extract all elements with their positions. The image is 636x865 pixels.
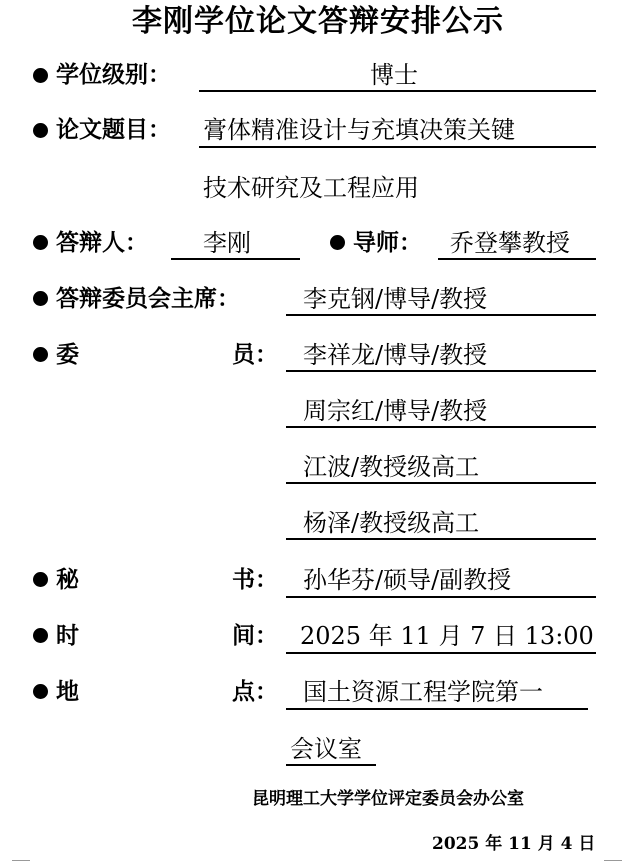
advisor-label: 导师： bbox=[353, 230, 422, 256]
footer-organization: 昆明理工大学学位评定委员会办公室 bbox=[252, 789, 524, 809]
committee-label-b: 员： bbox=[232, 342, 278, 368]
committee-underline-2 bbox=[286, 426, 596, 428]
time-underline bbox=[286, 652, 596, 654]
page-title: 李刚学位论文答辩安排公示 bbox=[132, 4, 504, 39]
bullet-secretary bbox=[33, 572, 48, 587]
defender-value: 李刚 bbox=[203, 229, 251, 257]
footer-date: 2025 年 11 月 4 日 bbox=[432, 834, 596, 854]
degree-label: 学位级别： bbox=[56, 62, 171, 88]
committee-member: 李祥龙/博导/教授 bbox=[303, 341, 488, 369]
committee-member: 杨泽/教授级高工 bbox=[303, 509, 480, 537]
secretary-value: 孙华芬/硕导/副教授 bbox=[303, 566, 512, 594]
bullet-defender bbox=[33, 235, 48, 250]
bullet-chair bbox=[33, 291, 48, 306]
bullet-location bbox=[33, 684, 48, 699]
secretary-label-b: 书： bbox=[232, 567, 278, 593]
secretary-label-a: 秘 bbox=[56, 567, 79, 593]
time-label-a: 时 bbox=[56, 623, 79, 649]
thesis-underline-1 bbox=[199, 146, 596, 148]
chair-label: 答辩委员会主席： bbox=[56, 286, 240, 312]
advisor-value: 乔登攀教授 bbox=[450, 229, 570, 257]
bullet-advisor bbox=[330, 235, 345, 250]
location-line1: 国土资源工程学院第一 bbox=[303, 678, 543, 706]
page-corner-mark-right bbox=[604, 860, 622, 861]
advisor-underline bbox=[438, 258, 596, 260]
degree-value: 博士 bbox=[370, 61, 418, 89]
bullet-committee bbox=[33, 347, 48, 362]
thesis-title-line1: 膏体精准设计与充填决策关键 bbox=[203, 116, 515, 144]
committee-underline-3 bbox=[286, 482, 596, 484]
location-underline-2 bbox=[286, 764, 376, 766]
location-label-a: 地 bbox=[56, 679, 79, 705]
location-line2: 会议室 bbox=[290, 735, 362, 763]
defender-underline bbox=[171, 258, 300, 260]
committee-underline-1 bbox=[286, 370, 596, 372]
bullet-degree bbox=[33, 68, 48, 83]
committee-underline-4 bbox=[286, 538, 596, 540]
thesis-label: 论文题目： bbox=[56, 117, 171, 143]
time-label-b: 间： bbox=[232, 623, 278, 649]
location-label-b: 点： bbox=[232, 679, 278, 705]
bullet-time bbox=[33, 628, 48, 643]
defender-label: 答辩人： bbox=[56, 230, 148, 256]
chair-value: 李克钢/博导/教授 bbox=[303, 285, 488, 313]
chair-underline bbox=[286, 314, 596, 316]
thesis-title-line2: 技术研究及工程应用 bbox=[203, 174, 419, 202]
secretary-underline bbox=[286, 596, 596, 598]
bullet-thesis bbox=[33, 123, 48, 138]
committee-label-a: 委 bbox=[56, 342, 79, 368]
location-underline-1 bbox=[286, 708, 588, 710]
time-value: 2025 年 11 月 7 日 13:00 bbox=[300, 622, 594, 650]
page-corner-mark-left bbox=[12, 860, 30, 861]
degree-underline bbox=[199, 90, 596, 92]
committee-member: 江波/教授级高工 bbox=[303, 453, 480, 481]
committee-member: 周宗红/博导/教授 bbox=[303, 397, 488, 425]
